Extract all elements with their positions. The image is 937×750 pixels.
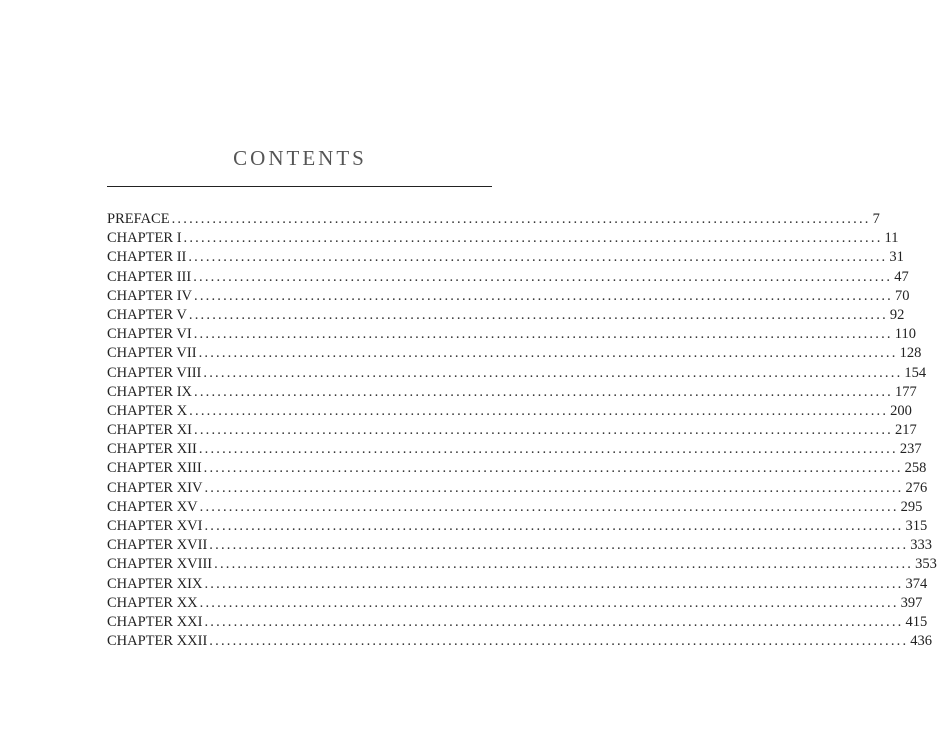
toc-entry[interactable] bbox=[107, 498, 923, 517]
toc-entry-label: CHAPTER XIV bbox=[107, 479, 203, 496]
dot-leader: ........................................................................................................................ bbox=[171, 211, 871, 227]
dot-leader: ........................................................................................................................ bbox=[194, 383, 893, 400]
title-divider bbox=[107, 186, 492, 187]
toc-entry-page-number: 47 bbox=[894, 268, 909, 285]
toc-entry-page-number: 258 bbox=[904, 460, 927, 477]
toc-entry-page-number: 237 bbox=[899, 441, 922, 458]
toc-entry[interactable] bbox=[107, 268, 909, 287]
toc-entry-page-number: 200 bbox=[890, 402, 912, 419]
toc-entry[interactable] bbox=[107, 402, 912, 421]
dot-leader: ........................................................................................................................ bbox=[188, 249, 888, 266]
toc-entry[interactable] bbox=[107, 364, 927, 383]
toc-entry-page-number: 154 bbox=[904, 364, 927, 381]
toc-entry-page-number: 7 bbox=[872, 211, 880, 227]
toc-entry-page-number: 11 bbox=[884, 230, 899, 247]
dot-leader: ........................................................................................................................ bbox=[199, 594, 899, 611]
toc-entry[interactable] bbox=[107, 517, 928, 536]
toc-entry-page-number: 110 bbox=[894, 326, 916, 343]
toc-entry-label: CHAPTER IV bbox=[107, 287, 192, 304]
toc-entry[interactable] bbox=[107, 479, 928, 498]
toc-entry-label: CHAPTER XVII bbox=[107, 537, 208, 554]
toc-entry-page-number: 276 bbox=[905, 479, 928, 496]
toc-entry[interactable] bbox=[107, 248, 904, 267]
dot-leader: ........................................................................................................................ bbox=[214, 556, 914, 573]
dot-leader: ........................................................................................................................ bbox=[189, 402, 889, 419]
dot-leader: ........................................................................................................................ bbox=[198, 345, 898, 362]
toc-entry[interactable] bbox=[107, 325, 916, 344]
dot-leader: ........................................................................................................................ bbox=[193, 268, 893, 285]
toc-entry-label: CHAPTER V bbox=[107, 306, 187, 323]
toc-entry-page-number: 415 bbox=[905, 613, 928, 630]
dot-leader: ........................................................................................................................ bbox=[204, 518, 904, 534]
toc-entry-page-number: 128 bbox=[899, 345, 922, 362]
toc-entry-label: CHAPTER XXII bbox=[107, 633, 208, 650]
toc-entry-page-number: 31 bbox=[889, 249, 904, 266]
toc-entry-label: CHAPTER II bbox=[107, 249, 187, 266]
toc-entry-label: CHAPTER VII bbox=[107, 345, 197, 362]
toc-entry-label: CHAPTER I bbox=[107, 230, 182, 247]
toc-entry[interactable] bbox=[107, 459, 927, 478]
toc-entry[interactable] bbox=[107, 594, 923, 613]
toc-entry-page-number: 315 bbox=[905, 518, 928, 534]
toc-entry-page-number: 70 bbox=[895, 287, 910, 304]
toc-entry[interactable] bbox=[107, 613, 928, 632]
toc-entry-label: PREFACE bbox=[107, 211, 170, 227]
toc-entry-label: CHAPTER VIII bbox=[107, 364, 202, 381]
toc-entry[interactable] bbox=[107, 632, 933, 651]
dot-leader: ........................................................................................................................ bbox=[204, 613, 904, 630]
toc-entry-label: CHAPTER XXI bbox=[107, 613, 203, 630]
toc-entry-label: CHAPTER XV bbox=[107, 498, 198, 515]
toc-entry[interactable] bbox=[107, 440, 922, 459]
toc-entry-page-number: 353 bbox=[915, 556, 937, 573]
toc-entry-page-number: 436 bbox=[910, 633, 933, 650]
toc-entry-page-number: 177 bbox=[895, 383, 917, 400]
dot-leader: ........................................................................................................................ bbox=[203, 460, 903, 477]
toc-entry-page-number: 397 bbox=[900, 594, 923, 611]
toc-entry[interactable] bbox=[107, 575, 928, 594]
dot-leader: ........................................................................................................................ bbox=[199, 498, 899, 515]
toc-entry[interactable] bbox=[107, 287, 910, 306]
page-title: CONTENTS bbox=[233, 146, 367, 170]
toc-entry-label: CHAPTER XX bbox=[107, 594, 198, 611]
toc-entry-label: CHAPTER XIX bbox=[107, 575, 203, 592]
toc-entry[interactable] bbox=[107, 555, 937, 574]
dot-leader: ........................................................................................................................ bbox=[194, 287, 893, 304]
table-of-contents bbox=[107, 210, 937, 651]
dot-leader: ........................................................................................................................ bbox=[194, 422, 893, 439]
dot-leader: ........................................................................................................................ bbox=[209, 633, 909, 650]
dot-leader: ........................................................................................................................ bbox=[198, 441, 898, 458]
toc-entry[interactable] bbox=[107, 210, 880, 229]
toc-entry[interactable] bbox=[107, 383, 917, 402]
dot-leader: ........................................................................................................................ bbox=[204, 479, 904, 496]
toc-entry-label: CHAPTER XIII bbox=[107, 460, 202, 477]
dot-leader: ........................................................................................................................ bbox=[209, 537, 909, 554]
toc-entry-label: CHAPTER XI bbox=[107, 422, 192, 439]
toc-entry-label: CHAPTER VI bbox=[107, 326, 192, 343]
toc-entry-label: CHAPTER IX bbox=[107, 383, 192, 400]
dot-leader: ........................................................................................................................ bbox=[188, 306, 888, 323]
toc-entry-label: CHAPTER XII bbox=[107, 441, 197, 458]
toc-entry-label: CHAPTER III bbox=[107, 268, 192, 285]
toc-entry-page-number: 295 bbox=[900, 498, 923, 515]
toc-entry-page-number: 374 bbox=[905, 575, 928, 592]
toc-entry[interactable] bbox=[107, 344, 922, 363]
dot-leader: ........................................................................................................................ bbox=[183, 230, 883, 247]
dot-leader: ........................................................................................................................ bbox=[204, 575, 904, 592]
toc-entry-page-number: 217 bbox=[895, 422, 917, 439]
dot-leader: ........................................................................................................................ bbox=[193, 326, 893, 343]
toc-entry-label: CHAPTER X bbox=[107, 402, 188, 419]
toc-entry-label: CHAPTER XVI bbox=[107, 518, 203, 534]
toc-entry[interactable] bbox=[107, 421, 917, 440]
toc-entry[interactable] bbox=[107, 306, 905, 325]
toc-entry-page-number: 333 bbox=[910, 537, 933, 554]
toc-entry[interactable] bbox=[107, 229, 899, 248]
toc-entry[interactable] bbox=[107, 536, 933, 555]
toc-entry-label: CHAPTER XVIII bbox=[107, 556, 213, 573]
toc-entry-page-number: 92 bbox=[889, 306, 905, 323]
dot-leader: ........................................................................................................................ bbox=[203, 364, 903, 381]
